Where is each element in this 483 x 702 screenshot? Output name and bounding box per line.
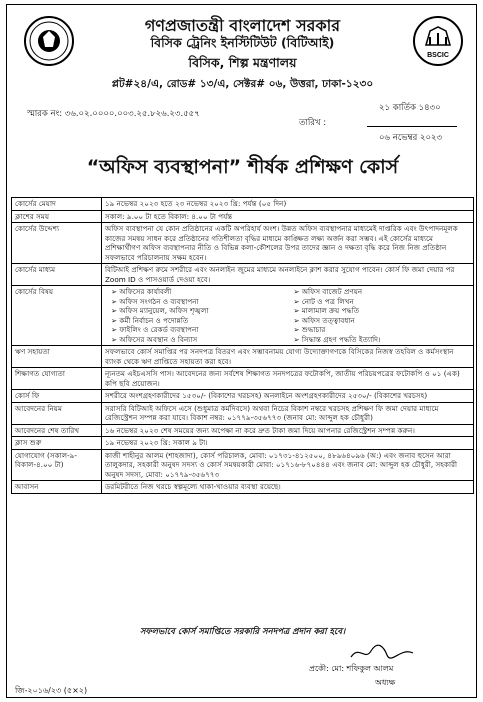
row-value: সরাসরি বিটিআই অফিসে এসে (শুধুমাত্র কর্মদিবসে) অথবা নিচের বিকাশ নম্বরে খরচসহ প্রশিক্ষণ ফি জমা দেয়ার মাধ্যমে রেজিস্ট্রেশন সম্পন্ন করা যাবে। বিকাশ নম্বর: ০১৭৭৯-৩৫৬৭৭৩ (জনাব মো: আব্দুল হক চৌধুরী) — [102, 402, 474, 424]
row-value: অফিস ব্যবস্থাপনা যে কোন প্রতিষ্ঠানের একটি অপরিহার্য অংশ। উন্নত অফিস ব্যবস্থাপনার মাধ্যমেই দাপ্তরিক এবং উৎপাদনমূলক কাজের সমন্বয় সাধন করে প্রতিষ্ঠানের গতিশীলতা বৃদ্ধির মাধ্যমে কাঙ্ক্ষিত লক্ষ্য অর্জন করা সম্ভব। এই কোর্সের মাধ্যমে প্রশিক্ষার্থীগণ অফিস ব্যবস্থাপনার নীতি ও বিভিন্ন কলা-কৌশলের উপর তাদের জ্ঞান ও দক্ষতা বৃদ্ধি করে নিজ নিজ প্রতিষ্ঠান সফলভাবে পরিচালনায় সক্ষম হবেন। — [102, 223, 474, 264]
table-row — [12, 437, 474, 450]
institute-title: বিসিক ট্রেনিং ইনস্টিটিউট (বিটিআই) — [150, 35, 335, 50]
row-value — [102, 286, 474, 346]
course-title: “অফিস ব্যবস্থাপনা” শীর্ষক প্রশিক্ষণ কোর্স — [86, 156, 399, 178]
table-row — [12, 481, 474, 494]
row-value: সকাল: ৯.০০ টা হতে বিকাল: ৪.০০ টা পর্যন্ত — [102, 210, 474, 223]
government-title: গণপ্রজাতন্ত্রী বাংলাদেশ সরকার — [144, 16, 341, 35]
row-label: কোর্সের উদ্দেশ্য — [12, 223, 102, 264]
table-row — [12, 424, 474, 437]
ministry-title: বিসিক, শিল্প মন্ত্রণালয় — [188, 55, 297, 70]
table-row — [12, 286, 474, 346]
row-label: ক্লাস শুরু — [12, 437, 102, 450]
table-row — [12, 402, 474, 424]
signature-icon — [347, 641, 417, 663]
row-label: যোগাযোগ (সকাল-৯-বিকাল-৪.০০ টা) — [12, 449, 102, 481]
row-label: কোর্সের মাধ্যম — [12, 264, 102, 286]
row-label: কোর্সের মেয়াদ — [12, 198, 102, 211]
row-value: বিটিআই প্রশিক্ষণ রুমে সশরীরে এবং অনলাইন জুমের মাধ্যমে অনলাইনে ক্লাশ করার সুযোগ পাবেন। কোর্স ফি জমা দেয়ার পর Zoom ID ও পাসওয়ার্ড দেওয়া হবে। — [102, 264, 474, 286]
row-label: শিক্ষাগত যোগ্যতা — [12, 368, 102, 390]
list-item: ➢ ফাইলিং ও রেকর্ড ব্যবস্থাপনা — [111, 325, 288, 335]
table-row — [12, 368, 474, 390]
table-row — [12, 223, 474, 264]
list-item: ➢ কর্মী নির্বাচন ও পদোন্নতি — [111, 316, 288, 326]
date-bangla: ২১ কার্তিক ১৪৩০ — [379, 103, 441, 113]
row-label: ক্লাশের সময় — [12, 210, 102, 223]
list-item: ➢ শুদ্ধাচার — [294, 325, 471, 335]
list-item: ➢ অফিস ম্যানুয়েল, অফিস শৃঙ্খলা — [111, 306, 288, 316]
list-item: ➢ নোট ও পত্র লিখন — [294, 297, 471, 307]
date-english: ০৬ নভেম্বর ২০২৩ — [379, 133, 443, 143]
row-value: ১৯ নভেম্বর ২০২৩ খ্রি: সকাল ৯ টা। — [102, 437, 474, 450]
print-reference: জি-২০১৬/২৩ (৫×২) — [15, 686, 88, 695]
row-label: আবেদনের নিয়ম — [12, 402, 102, 424]
row-value: কাজী শাহীনুর আলম (শাহজাদা), কোর্স পরিচালক, মোবা: ০১৭৩১-৪১২৫০০, ৪৮৯৬৪০৯৬ (অ:) এবং জনাব হুসেন আরা তালুকদার, সহকারী অনুষদ সদস্য ও কোর্স সমন্বয়কারী মোবা: ০১৭১৬-৮৭০৪৪৪ এবং জনাব মো: আব্দুল হক চৌধুরী, সহকারী অনুষদ সদস্য, মোবা: ০১৭৭৯-৩৫৬৭৭৩ — [102, 449, 474, 481]
list-item: ➢ অফিস বাজেট প্রণয়ন — [294, 287, 471, 297]
table-row — [12, 264, 474, 286]
row-value: ডরমিটরীতে নিজ খরচে স্বল্পমূল্যে থাকা-খাওয়ার ব্যবস্থা রয়েছে। — [102, 481, 474, 494]
table-row — [12, 198, 474, 211]
memo-number: স্মারক নং: ৩৬.০২.০০০০.০০৩.২৫.৮২৬.২৩.৫৫৭ — [27, 109, 200, 119]
row-value: ন্যূনতম এইচএসসি পাস। আবেদনের জন্য সর্বশেষ শিক্ষাগত সনদপত্রের ফটোকপি, জাতীয় পরিচয়পত্রের ফটোকপি ও ০১ (এক) কপি ছবি প্রয়োজন। — [102, 368, 474, 390]
row-value: ১৬ নভেম্বর ২০২৩ শেষ সময়ের জন্য অপেক্ষা না করে দ্রুত টাকা জমা দিয়ে আপনার রেজিস্ট্রেশন সম্পন্ন করুন। — [102, 424, 474, 437]
list-item: ➢ মালামাল ক্রয় পদ্ধতি — [294, 306, 471, 316]
table-row — [12, 210, 474, 223]
row-label: আবাসন — [12, 481, 102, 494]
row-label: ঋণ সহায়তা — [12, 346, 102, 368]
date-label: তারিখ : — [299, 118, 327, 128]
list-item: ➢ অফিস তত্ত্বাবধান — [294, 316, 471, 326]
circular-page — [6, 4, 477, 698]
header — [7, 5, 478, 97]
list-item: ➢ অফিস সংগঠন ও ব্যবস্থাপনা — [111, 297, 288, 307]
date-divider — [367, 126, 457, 127]
list-item: ➢ অফিসের কার্যাবলী — [111, 287, 288, 297]
row-value: ১৯ নভেম্বর ২০২৩ হতে ২৩ নভেম্বর ২০২৩ খ্রি: পর্যন্ত (০৫ দিন) — [102, 198, 474, 211]
table-row — [12, 390, 474, 403]
row-label: কোর্স ফি — [12, 390, 102, 403]
row-value: সশরীরে অংশগ্রহণকারীদের ১৫৩০/- (বিকাশের খরচসহ) অনলাইনে অংশগ্রহণকারীদের ২৫৩০/- (বিকাশের খরচসহ) — [102, 390, 474, 403]
bscic-logo-text: BSCIC — [427, 52, 449, 59]
list-item: ➢ অফিসের অবস্থান ও বিন্যাস — [111, 335, 288, 345]
course-details-table — [11, 197, 474, 494]
table-row — [12, 449, 474, 481]
signatory-name: প্রকৌ: মো: শফিকুল আলম — [309, 664, 394, 673]
topics-list — [105, 287, 470, 344]
row-label: আবেদনের শেষ তারিখ — [12, 424, 102, 437]
row-value: সফলভাবে কোর্স সমাপ্তির পর সনদপত্র বিতরণ এবং সম্ভাবনাময় যোগ্য উদ্যোক্তাগণকে বিসিকের নিজস্ব তহবিল ও কর্মসংস্থান ব্যাংক থেকে ঋণ প্রাপ্তিতে সহায়তা করা হবে। — [102, 346, 474, 368]
memo-section — [7, 99, 478, 151]
signatory-title: অধ্যক্ষ — [375, 678, 396, 687]
address-line: প্লট#২৪/এ, রোড# ১৩/এ, সেক্টর# ০৬, উত্তরা, ঢাকা-১২৩০ — [111, 78, 374, 90]
row-label: কোর্সের বিষয় — [12, 286, 102, 346]
list-item: ➢ সিদ্ধান্ত গ্রহণ পদ্ধতি ইত্যাদি। — [294, 335, 471, 345]
table-row — [12, 346, 474, 368]
certificate-note: সফলভাবে কোর্স সমাপ্তিতে সরকারি সনদপত্র প্রদান করা হবে। — [139, 627, 346, 637]
